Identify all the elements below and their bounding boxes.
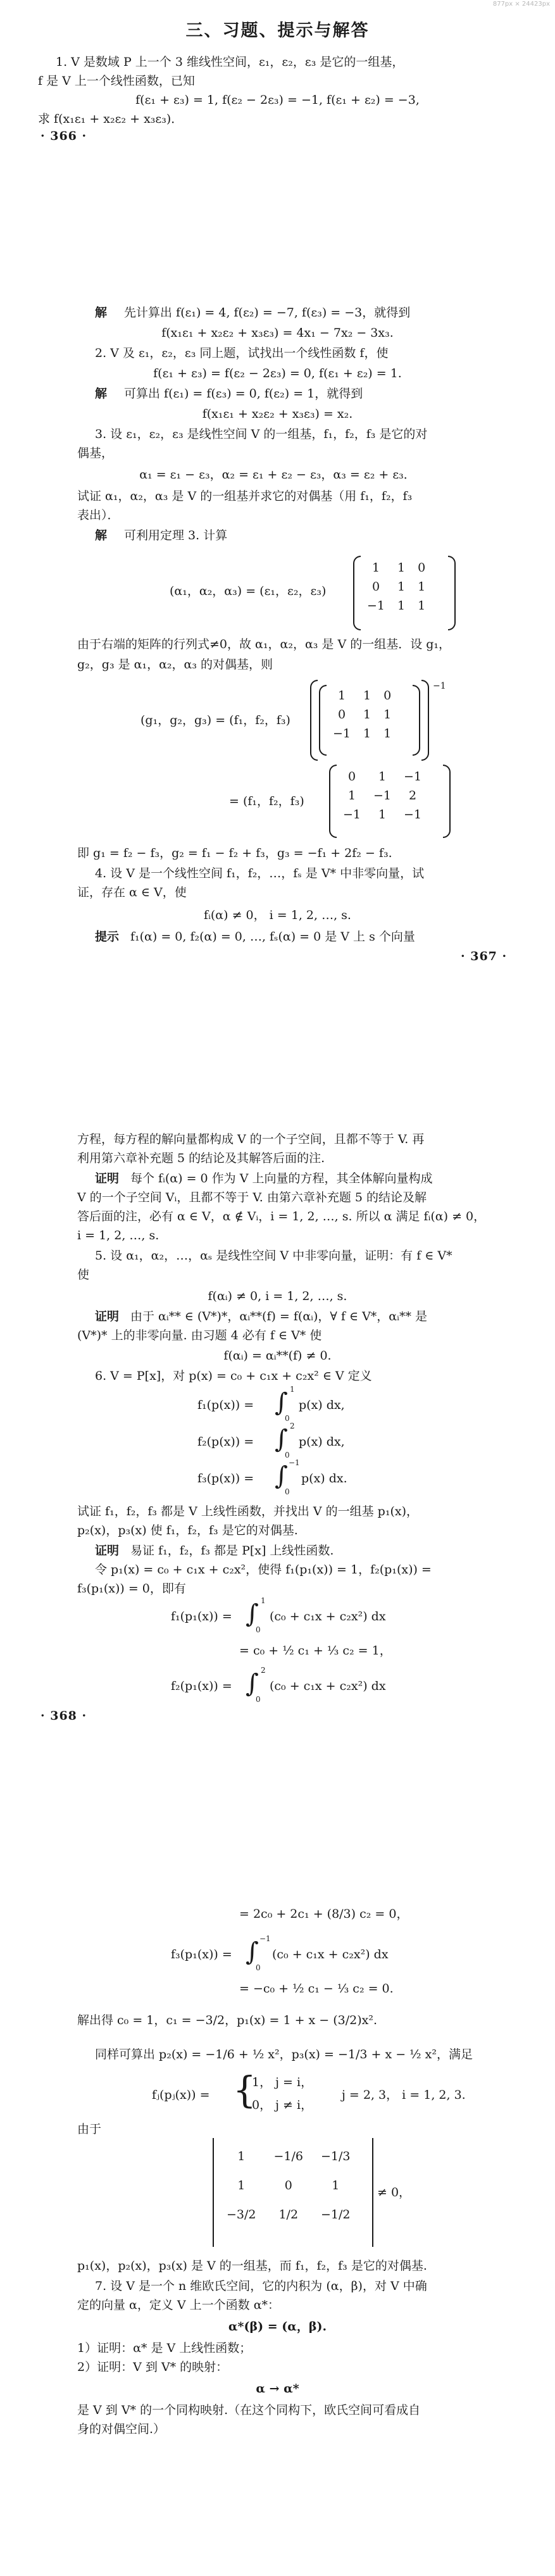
kronecker-lhs: fⱼ(pⱼ(x)) =	[152, 2088, 210, 2102]
matrix1-cell: 1	[418, 580, 426, 594]
exercise-2-line1: 2. V 及 ε₁，ε₂，ε₃ 同上题，试找出一个线性函数 f，使	[95, 346, 389, 360]
matrix2-cell: −1	[333, 727, 351, 741]
proof-6-line1: 易证 f₁，f₂，f₃ 都是 P[x] 上线性函数.	[130, 1544, 334, 1558]
matrix1-cell: 1	[397, 599, 406, 613]
f1-integrand: p(x) dx,	[299, 1398, 345, 1412]
integral-sign-4: ∫	[246, 1599, 259, 1629]
proof-5-line1: 由于 αᵢ** ∈ (V*)*，αᵢ**(f) = f(αᵢ)，∀ f ∈ V*，αᵢ** 是	[130, 1310, 427, 1323]
image-dimensions: 877px × 24423px	[492, 1, 550, 8]
e3-lower-limit: 0	[256, 1963, 261, 1972]
e3-lhs: f₃(p₁(x)) =	[171, 1948, 232, 1961]
matrix3-cell: 1	[378, 770, 387, 784]
matrix2-cell: 1	[363, 689, 371, 703]
exercise-7-line1: 7. 设 V 是一个 n 维欧氏空间，它的内积为 (α，β)，对 V 中确	[95, 2279, 427, 2293]
eq1-lhs: (α₁，α₂，α₃) = (ε₁，ε₂，ε₃)	[170, 584, 327, 598]
e3-upper-limit: −1	[259, 1934, 271, 1943]
case-equal: 1， j = i，	[252, 2075, 313, 2089]
exercise-7-part2: 2）证明：V 到 V* 的映射：	[77, 2360, 228, 2374]
matrix2-outer-left	[310, 680, 318, 761]
exercise-7-mapping: α → α*	[256, 2382, 299, 2396]
det-right-bar	[372, 2138, 373, 2247]
page-number-366: · 366 ·	[41, 129, 87, 143]
determinant-cell: 1	[332, 2179, 340, 2192]
determinant-cell: 1/2	[278, 2208, 299, 2222]
det-neq: ≠ 0，	[377, 2185, 411, 2199]
proof-5-label: 证明	[95, 1310, 120, 1323]
e1-lower-limit: 0	[256, 1625, 261, 1634]
e2-upper-limit: 2	[261, 1666, 266, 1675]
inverse-exponent: −1	[433, 681, 446, 691]
solution-2-text: 可算出 f(ε₁) = f(ε₃) = 0, f(ε₂) = 1，就得到	[124, 387, 363, 401]
integral-sign-5: ∫	[246, 1669, 259, 1698]
matrix3	[337, 767, 428, 824]
exercise-4-line1: 4. 设 V 是一个线性空间 f₁，f₂，…，fₛ 是 V* 中非零向量，试	[95, 866, 425, 880]
matrix3-cell: 2	[408, 789, 417, 803]
e3-result: = −c₀ + ½ c₁ − ⅓ c₂ = 0.	[239, 1982, 394, 1996]
exercise-1-question: 求 f(x₁ε₁ + x₂ε₂ + x₃ε₃)．	[38, 112, 184, 126]
exercise-5-line1: 5. 设 α₁，α₂，…，αₛ 是线性空间 V 中非零向量，证明：有 f ∈ V*	[95, 1249, 452, 1263]
solution-3-line3: g₂，g₃ 是 α₁，α₂，α₃ 的对偶基，则	[77, 658, 273, 672]
exercise-5-condition: f(αᵢ) ≠ 0, i = 1, 2, …, s.	[208, 1289, 347, 1303]
determinant-cell: −1/3	[321, 2149, 351, 2163]
matrix3-cell: −1	[404, 770, 422, 784]
exercise-4-line2: 证，存在 α ∈ V，使	[77, 885, 187, 899]
exercise-1-line1: 1. V 是数域 P 上一个 3 维线性空间，ε₁，ε₂，ε₃ 是它的一组基，	[56, 55, 404, 69]
solution-1-label: 解	[95, 306, 108, 320]
matrix1-right-paren	[448, 556, 456, 630]
matrix2-outer-right	[421, 680, 429, 761]
f2-lower-limit: 0	[285, 1451, 290, 1460]
e1-upper-limit: 1	[261, 1596, 266, 1605]
determinant-cell: 1	[237, 2179, 246, 2192]
determinant-matrix	[218, 2142, 359, 2229]
f2-definition: f₂(p(x)) =	[197, 1435, 254, 1449]
integral-sign-2: ∫	[275, 1425, 288, 1454]
proof-6-label: 证明	[95, 1544, 120, 1558]
integral-sign-6: ∫	[246, 1937, 259, 1966]
page-number-368: · 368 ·	[41, 1709, 87, 1723]
determinant-cell: 1	[237, 2149, 246, 2163]
exercise-3-definitions: α₁ = ε₁ − ε₃，α₂ = ε₁ + ε₂ − ε₃，α₃ = ε₂ + ε₃．	[139, 468, 416, 482]
matrix1	[361, 558, 432, 615]
f3-integrand: p(x) dx.	[301, 1472, 347, 1485]
solution-1-result: f(x₁ε₁ + x₂ε₂ + x₃ε₃) = 4x₁ − 7x₂ − 3x₃.	[161, 326, 394, 340]
solution-6-conclusion: p₁(x)，p₂(x)，p₃(x) 是 V 的一组基，而 f₁，f₂，f₃ 是它的对偶基.	[77, 2259, 427, 2273]
determinant-cell: 0	[284, 2179, 292, 2192]
matrix2-cell: 1	[363, 727, 371, 741]
matrix2-right-paren	[413, 685, 420, 756]
f1-definition: f₁(p(x)) =	[197, 1398, 254, 1412]
integral-sign-1: ∫	[275, 1388, 288, 1417]
matrix1-cell: 1	[371, 561, 380, 575]
hint-4-label: 提示	[95, 930, 120, 944]
proof-4-line1: 每个 fᵢ(α) = 0 作为 V 上向量的方程，其全体解向量构成	[130, 1172, 433, 1185]
e2-result: = 2c₀ + 2c₁ + (8/3) c₂ = 0，	[239, 1907, 409, 1921]
proof-6-line2: 令 p₁(x) = c₀ + c₁x + c₂x²，使得 f₁(p₁(x)) = 1，f₂(p₁(x)) =	[95, 1563, 432, 1577]
matrix1-cell: 1	[397, 580, 406, 594]
f3-upper-limit: −1	[289, 1458, 300, 1467]
f3-lower-limit: 0	[285, 1487, 290, 1496]
e2-integrand: (c₀ + c₁x + c₂x²) dx	[270, 1679, 386, 1693]
exercise-2-equation: f(ε₁ + ε₃) = f(ε₂ − 2ε₃) = 0, f(ε₁ + ε₂) = 1.	[153, 366, 402, 380]
eq2-lhs: (g₁，g₂，g₃) = (f₁，f₂，f₃)	[140, 713, 290, 727]
determinant-cell: −1/6	[273, 2149, 303, 2163]
matrix1-cell: 0	[371, 580, 380, 594]
exercise-7-definition: α*(β) = (α，β).	[228, 2320, 327, 2334]
matrix3-cell: 0	[347, 770, 356, 784]
exercise-3-line1: 3. 设 ε₁，ε₂，ε₃ 是线性空间 V 的一组基，f₁，f₂，f₃ 是它的对	[95, 427, 428, 441]
matrix2-cell: 0	[337, 708, 346, 722]
exercise-4-condition: fᵢ(α) ≠ 0， i = 1, 2, …, s.	[204, 908, 351, 922]
e1-integrand: (c₀ + c₁x + c₂x²) dx	[270, 1610, 386, 1623]
matrix3-right-paren	[443, 765, 451, 838]
hint-4-cont2: 利用第六章补充题 5 的结论及其解答后面的注.	[77, 1151, 325, 1165]
proof-4-line2: V 的一个子空间 Vᵢ，且都不等于 V. 由第六章补充题 5 的结论及解	[77, 1191, 427, 1204]
hint-4-cont1: 方程，每方程的解向量都构成 V 的一个子空间，且都不等于 V. 再	[77, 1132, 425, 1146]
solution-6-p2p3: 同样可算出 p₂(x) = −1/6 + ½ x²，p₃(x) = −1/3 + x − ½ x²，满足	[95, 2048, 473, 2061]
proof-6-line3: f₃(p₁(x)) = 0，即有	[77, 1582, 186, 1596]
f1-lower-limit: 0	[285, 1414, 290, 1423]
matrix3-left-paren	[329, 765, 337, 838]
matrix3-cell: −1	[404, 808, 422, 822]
solution-6-since: 由于	[77, 2122, 102, 2136]
page-number-367: · 367 ·	[461, 949, 508, 963]
solution-3-label: 解	[95, 528, 108, 542]
exercise-3-line2: 偶基，	[77, 446, 114, 460]
f3-definition: f₃(p(x)) =	[197, 1472, 254, 1485]
exercise-6-line3: p₂(x)，p₃(x) 使 f₁，f₂，f₃ 是它的对偶基.	[77, 1523, 298, 1537]
case-unequal: 0， j ≠ i，	[252, 2098, 313, 2112]
matrix2-cell: 1	[363, 708, 371, 722]
exercise-1-equation: f(ε₁ + ε₃) = 1, f(ε₂ − 2ε₃) = −1, f(ε₁ + ε₂) = −3,	[135, 93, 420, 107]
viewer-header	[0, 0, 555, 9]
determinant-cell: −1/2	[321, 2208, 351, 2222]
det-left-bar	[213, 2138, 214, 2247]
f2-integrand: p(x) dx,	[299, 1435, 345, 1449]
solution-1-text: 先计算出 f(ε₁) = 4, f(ε₂) = −7, f(ε₃) = −3，就得到	[124, 306, 411, 320]
matrix2-left-paren	[319, 685, 327, 756]
e1-lhs: f₁(p₁(x)) =	[171, 1610, 232, 1623]
exercise-3-line4: 表出）．	[77, 508, 120, 522]
integral-sign-3: ∫	[275, 1461, 288, 1491]
proof-5-result: f(αᵢ) = αᵢ**(f) ≠ 0.	[223, 1349, 332, 1363]
f2-upper-limit: 2	[290, 1422, 295, 1430]
matrix3-cell: −1	[373, 789, 392, 803]
proof-5-line2: (V*)* 上的非零向量. 由习题 4 必有 f ∈ V* 使	[77, 1329, 322, 1342]
solution-3-result: 即 g₁ = f₂ − f₃，g₂ = f₁ − f₂ + f₃，g₃ = −f₁ + 2f₂ − f₃.	[77, 846, 392, 860]
matrix1-cell: −1	[367, 599, 385, 613]
hint-4-text: f₁(α) = 0, f₂(α) = 0, …, fₛ(α) = 0 是 V 上 s 个向量	[130, 930, 415, 944]
solution-3-line2: 由于右端的矩阵的行列式≠0，故 α₁，α₂，α₃ 是 V 的一组基．设 g₁，	[77, 637, 451, 651]
matrix3-cell: 1	[378, 808, 387, 822]
matrix1-left-paren	[353, 556, 361, 630]
exercise-6-line1: 6. V = P[x]，对 p(x) = c₀ + c₁x + c₂x² ∈ V 定义	[95, 1369, 372, 1383]
cases-brace: {	[233, 2068, 256, 2111]
matrix2-cell: 1	[384, 727, 392, 741]
f1-upper-limit: 1	[290, 1385, 295, 1394]
matrix1-cell: 1	[418, 599, 426, 613]
proof-4-line3: 答后面的注，必有 α ∈ V，α ∉ Vᵢ，i = 1, 2, …, s. 所以 α 满足 fᵢ(α) ≠ 0，	[77, 1210, 486, 1223]
determinant-cell: −3/2	[227, 2208, 256, 2222]
exercise-5-line2: 使	[77, 1268, 90, 1282]
solution-2-result: f(x₁ε₁ + x₂ε₂ + x₃ε₃) = x₂.	[202, 407, 353, 421]
e2-lhs: f₂(p₁(x)) =	[171, 1679, 232, 1693]
section-title: 三、习题、提示与解答	[185, 21, 370, 41]
matrix3-cell: −1	[343, 808, 361, 822]
matrix2-cell: 1	[384, 708, 392, 722]
proof-4-label: 证明	[95, 1172, 120, 1185]
e2-lower-limit: 0	[256, 1695, 261, 1704]
e3-integrand: (c₀ + c₁x + c₂x²) dx	[272, 1948, 389, 1961]
exercise-7-line2: 定的向量 α，定义 V 上一个函数 α*：	[77, 2298, 280, 2312]
matrix2-cell: 1	[337, 689, 346, 703]
proof-4-line4: i = 1, 2, …, s.	[77, 1229, 159, 1242]
solution-6-p1: 解出得 c₀ = 1，c₁ = −3/2，p₁(x) = 1 + x − (3/2)x².	[77, 2013, 378, 2027]
exercise-7-part1: 1）证明：α* 是 V 上线性函数；	[77, 2341, 252, 2355]
matrix2	[327, 686, 397, 743]
matrix2-cell: 0	[384, 689, 392, 703]
solution-3-text: 可利用定理 3. 计算	[124, 528, 228, 542]
matrix1-cell: 0	[418, 561, 426, 575]
exercise-6-line2: 试证 f₁，f₂，f₃ 都是 V 上线性函数，并找出 V 的一组基 p₁(x)，	[77, 1504, 418, 1518]
solution-2-label: 解	[95, 387, 108, 401]
e1-result: = c₀ + ½ c₁ + ⅓ c₂ = 1，	[239, 1644, 392, 1658]
exercise-7-line4: 身的对偶空间.）	[77, 2422, 166, 2436]
exercise-3-line3: 试证 α₁，α₂，α₃ 是 V 的一组基并求它的对偶基（用 f₁，f₂，f₃	[77, 489, 413, 503]
matrix1-cell: 1	[397, 561, 406, 575]
exercise-7-line3: 是 V 到 V* 的一个同构映射.（在这个同构下，欧氏空间可看成自	[77, 2403, 421, 2417]
exercise-1-line2: f 是 V 上一个线性函数，已知	[38, 74, 195, 88]
kronecker-tail: j = 2, 3， i = 1, 2, 3.	[342, 2088, 466, 2102]
matrix3-cell: 1	[347, 789, 356, 803]
eq3-lhs: = (f₁，f₂，f₃)	[229, 794, 304, 808]
